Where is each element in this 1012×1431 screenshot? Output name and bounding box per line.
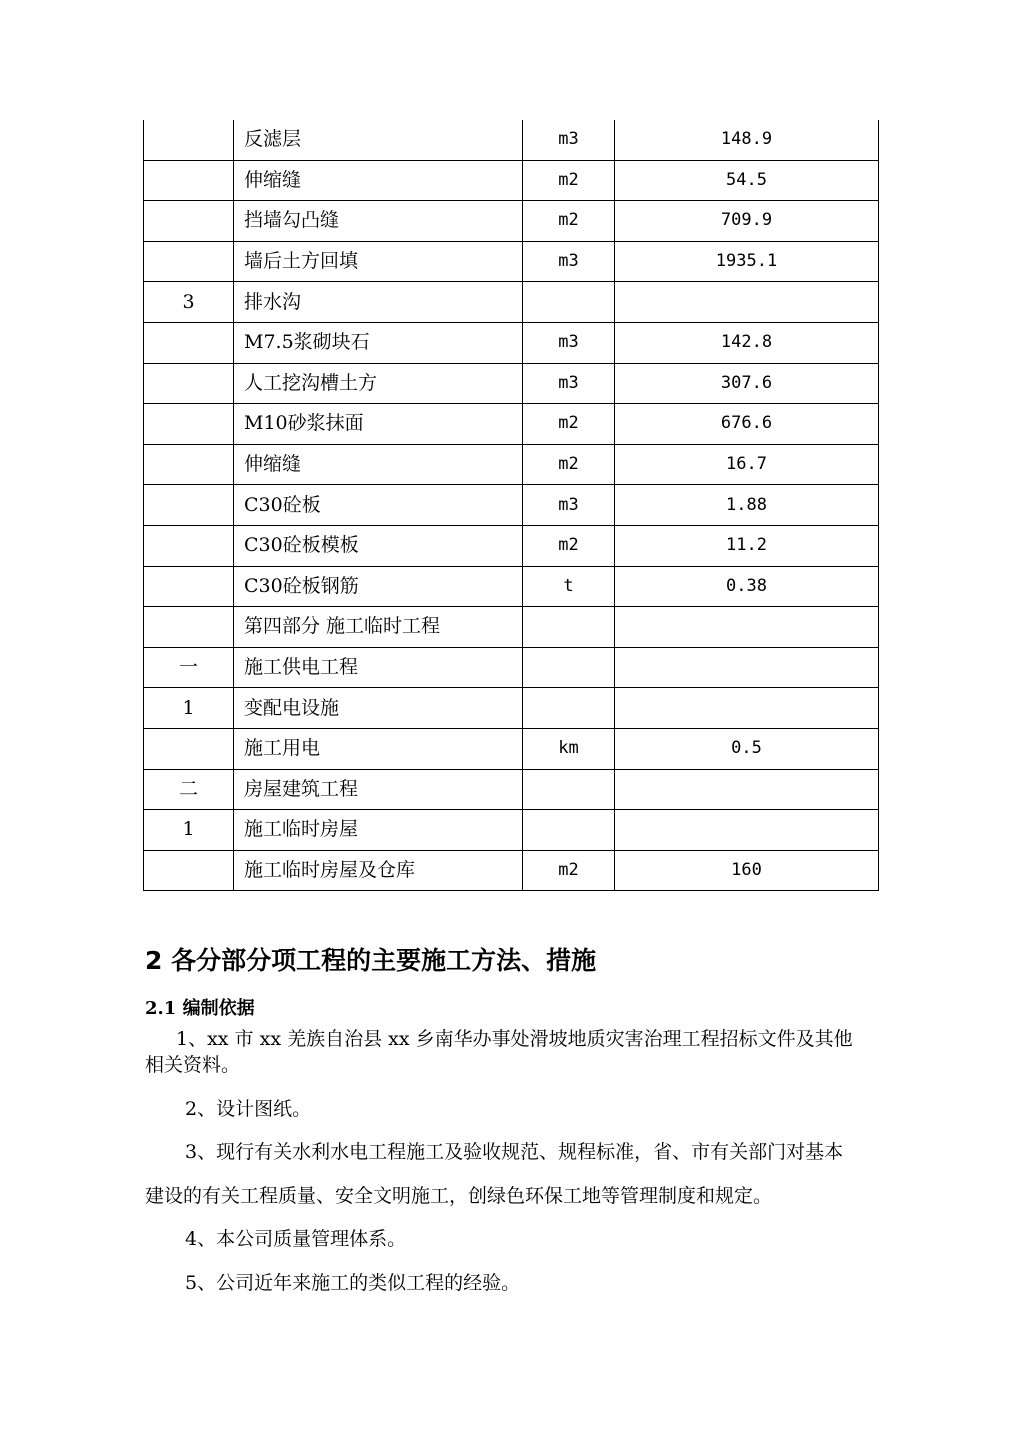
paragraph-3-line-1: 3、现行有关水利水电工程施工及验收规范、规程标准，省、市有关部门对基本 — [185, 1141, 844, 1163]
item-name-cell: 施工用电 — [234, 728, 523, 769]
row-number-cell — [144, 120, 234, 160]
unit-cell — [523, 688, 615, 729]
unit-cell: m2 — [523, 444, 615, 485]
quantity-cell: 16.7 — [615, 444, 879, 485]
unit-cell — [523, 810, 615, 851]
row-number-cell — [144, 241, 234, 282]
row-number-cell — [144, 525, 234, 566]
table-row — [144, 404, 879, 445]
quantity-cell: 11.2 — [615, 525, 879, 566]
unit-cell — [523, 282, 615, 323]
paragraph-3-line-2: 建设的有关工程质量、安全文明施工，创绿色环保工地等管理制度和规定。 — [145, 1185, 773, 1207]
item-name-cell: C30砼板模板 — [234, 525, 523, 566]
table-row — [144, 850, 879, 891]
quantity-cell: 1.88 — [615, 485, 879, 526]
quantity-cell — [615, 282, 879, 323]
quantity-cell: 307.6 — [615, 363, 879, 404]
table-row — [144, 201, 879, 242]
table-row — [144, 607, 879, 648]
paragraph-1-line-2: 相关资料。 — [145, 1054, 241, 1076]
row-number-cell: 3 — [144, 282, 234, 323]
table-row — [144, 322, 879, 363]
unit-cell — [523, 769, 615, 810]
row-number-cell: 二 — [144, 769, 234, 810]
quantity-cell — [615, 647, 879, 688]
quantity-table — [143, 120, 879, 891]
item-name-cell: 施工临时房屋及仓库 — [234, 850, 523, 891]
quantity-cell — [615, 688, 879, 729]
table-row — [144, 444, 879, 485]
table-row — [144, 810, 879, 851]
unit-cell: m2 — [523, 160, 615, 201]
paragraph-2: 2、设计图纸。 — [185, 1098, 312, 1120]
unit-cell: m3 — [523, 241, 615, 282]
row-number-cell: 1 — [144, 688, 234, 729]
item-name-cell: C30砼板钢筋 — [234, 566, 523, 607]
quantity-cell: 676.6 — [615, 404, 879, 445]
quantity-cell: 54.5 — [615, 160, 879, 201]
paragraph-5: 5、公司近年来施工的类似工程的经验。 — [185, 1272, 521, 1294]
quantity-cell: 709.9 — [615, 201, 879, 242]
table-row — [144, 769, 879, 810]
table-row — [144, 282, 879, 323]
row-number-cell: 1 — [144, 810, 234, 851]
item-name-cell: 第四部分 施工临时工程 — [234, 607, 523, 648]
table-row — [144, 363, 879, 404]
unit-cell: km — [523, 728, 615, 769]
unit-cell: m3 — [523, 322, 615, 363]
unit-cell: m3 — [523, 485, 615, 526]
row-number-cell — [144, 160, 234, 201]
item-name-cell: 挡墙勾凸缝 — [234, 201, 523, 242]
item-name-cell: 墙后土方回填 — [234, 241, 523, 282]
table-row — [144, 688, 879, 729]
row-number-cell: 一 — [144, 647, 234, 688]
unit-cell: m2 — [523, 850, 615, 891]
unit-cell: m3 — [523, 363, 615, 404]
item-name-cell: 施工供电工程 — [234, 647, 523, 688]
item-name-cell: 人工挖沟槽土方 — [234, 363, 523, 404]
quantity-cell: 142.8 — [615, 322, 879, 363]
quantity-cell: 0.38 — [615, 566, 879, 607]
item-name-cell: M10砂浆抹面 — [234, 404, 523, 445]
item-name-cell: 变配电设施 — [234, 688, 523, 729]
row-number-cell — [144, 444, 234, 485]
quantity-cell: 148.9 — [615, 120, 879, 160]
row-number-cell — [144, 850, 234, 891]
row-number-cell — [144, 566, 234, 607]
table-row — [144, 566, 879, 607]
row-number-cell — [144, 485, 234, 526]
row-number-cell — [144, 201, 234, 242]
quantity-cell: 1935.1 — [615, 241, 879, 282]
item-name-cell: 施工临时房屋 — [234, 810, 523, 851]
item-name-cell: 伸缩缝 — [234, 160, 523, 201]
table-row — [144, 485, 879, 526]
paragraph-1-line-1: 1、xx 市 xx 羌族自治县 xx 乡南华办事处滑坡地质灾害治理工程招标文件及其他 — [176, 1028, 853, 1050]
unit-cell — [523, 647, 615, 688]
item-name-cell: 排水沟 — [234, 282, 523, 323]
row-number-cell — [144, 607, 234, 648]
item-name-cell: M7.5浆砌块石 — [234, 322, 523, 363]
quantity-cell: 0.5 — [615, 728, 879, 769]
subsection-heading: 2.1 编制依据 — [145, 998, 255, 1019]
paragraph-4: 4、本公司质量管理体系。 — [185, 1228, 407, 1250]
table-row — [144, 241, 879, 282]
item-name-cell: C30砼板 — [234, 485, 523, 526]
item-name-cell: 房屋建筑工程 — [234, 769, 523, 810]
section-heading: 2 各分部分项工程的主要施工方法、措施 — [145, 946, 597, 975]
quantity-table-body — [144, 120, 879, 891]
item-name-cell: 伸缩缝 — [234, 444, 523, 485]
unit-cell: m2 — [523, 201, 615, 242]
row-number-cell — [144, 363, 234, 404]
table-row — [144, 728, 879, 769]
unit-cell: m2 — [523, 404, 615, 445]
unit-cell: m3 — [523, 120, 615, 160]
table-row — [144, 647, 879, 688]
table-row — [144, 525, 879, 566]
item-name-cell: 反滤层 — [234, 120, 523, 160]
table-row — [144, 120, 879, 160]
row-number-cell — [144, 728, 234, 769]
unit-cell: t — [523, 566, 615, 607]
quantity-cell — [615, 769, 879, 810]
row-number-cell — [144, 404, 234, 445]
row-number-cell — [144, 322, 234, 363]
quantity-cell — [615, 810, 879, 851]
unit-cell: m2 — [523, 525, 615, 566]
quantity-cell — [615, 607, 879, 648]
quantity-cell: 160 — [615, 850, 879, 891]
table-row — [144, 160, 879, 201]
unit-cell — [523, 607, 615, 648]
